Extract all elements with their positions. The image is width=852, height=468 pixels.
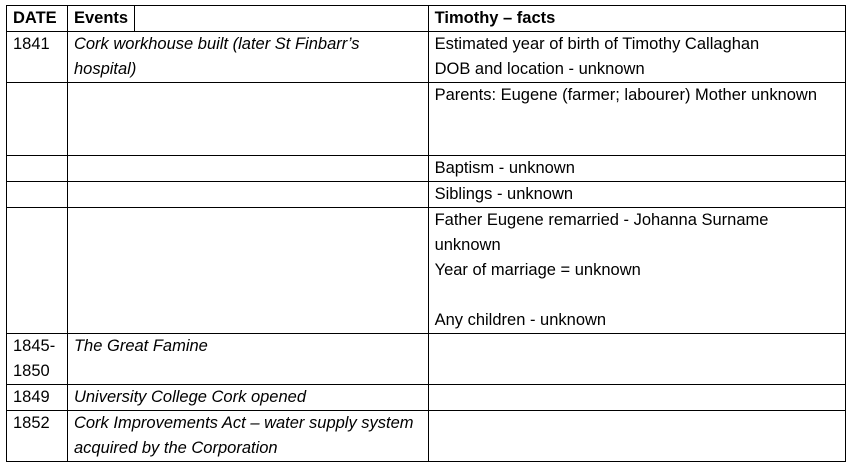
fact-line: Siblings - unknown	[434, 185, 574, 203]
event-cell	[67, 156, 428, 182]
date-cell: 1845-1850	[7, 334, 68, 385]
table-row	[7, 385, 846, 411]
event-cell: The Great Famine	[67, 334, 428, 385]
table-header-row	[7, 6, 846, 32]
date-cell	[7, 182, 68, 208]
facts-cell	[428, 182, 845, 208]
facts-cell	[428, 83, 845, 156]
facts-cell	[428, 156, 845, 182]
date-cell: 1841	[7, 32, 68, 83]
fact-line: Father Eugene remarried - Johanna Surname unknown	[434, 211, 769, 254]
date-cell: 1852	[7, 411, 68, 462]
header-facts: Timothy – facts	[428, 6, 845, 32]
event-cell	[67, 83, 428, 156]
facts-cell	[428, 208, 845, 334]
fact-line: Any children - unknown	[434, 311, 607, 329]
date-cell: 1849	[7, 385, 68, 411]
table-row	[7, 156, 846, 182]
table-row	[7, 83, 846, 156]
header-events	[67, 6, 428, 32]
date-cell	[7, 156, 68, 182]
fact-line: Parents: Eugene (farmer; labourer) Mother unknown	[434, 86, 818, 104]
table-row	[7, 32, 846, 83]
table-row	[7, 182, 846, 208]
event-cell: Cork Improvements Act – water supply system acquired by the Corporation	[67, 411, 428, 462]
event-cell	[67, 208, 428, 334]
table-row	[7, 334, 846, 385]
date-cell	[7, 208, 68, 334]
facts-cell	[428, 411, 845, 462]
event-cell	[67, 182, 428, 208]
table-row	[7, 208, 846, 334]
facts-cell	[428, 334, 845, 385]
facts-cell	[428, 32, 845, 83]
header-date: DATE	[7, 6, 68, 32]
date-cell	[7, 83, 68, 156]
timeline-table	[6, 5, 846, 462]
event-cell: University College Cork opened	[67, 385, 428, 411]
header-events-label: Events	[74, 6, 135, 31]
facts-cell	[428, 385, 845, 411]
table-row	[7, 411, 846, 462]
fact-line: Baptism - unknown	[434, 159, 575, 177]
fact-line: Estimated year of birth of Timothy Callaghan	[434, 35, 760, 53]
fact-line: DOB and location - unknown	[434, 60, 645, 78]
event-cell: Cork workhouse built (later St Finbarr’s hospital)	[67, 32, 428, 83]
document-page	[6, 5, 846, 462]
fact-line: Year of marriage = unknown	[434, 261, 641, 279]
fact-line	[435, 283, 839, 308]
